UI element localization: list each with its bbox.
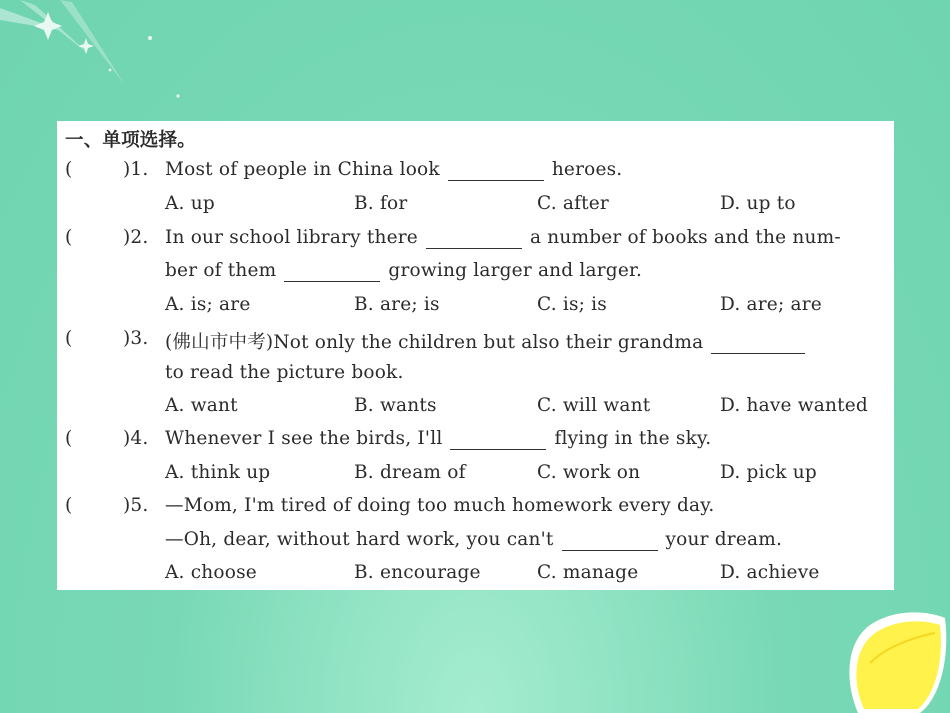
- question-3-paren: (: [65, 328, 73, 349]
- question-5-text-b: your dream.: [665, 529, 783, 550]
- question-3-number: )3.: [123, 328, 149, 349]
- question-2-paren: (: [65, 227, 73, 248]
- option-3-b: B. wants: [354, 395, 437, 416]
- option-5-b: B. encourage: [354, 562, 481, 583]
- option-3-d: D. have wanted: [720, 395, 868, 416]
- option-2-c: C. is; is: [537, 294, 607, 315]
- question-2-text-b: a number of books and the num-: [529, 227, 841, 248]
- question-3-stem-line1: [165, 328, 813, 354]
- option-4-a: A. think up: [165, 462, 271, 483]
- answer-blank: [711, 352, 805, 354]
- question-2-stem-line1: [165, 227, 841, 249]
- question-2-stem-line2: [165, 260, 642, 282]
- question-3-text-a: Not only the children but also their grandma: [273, 332, 704, 353]
- option-2-a: A. is; are: [165, 294, 251, 315]
- question-1-text-b: heroes.: [551, 159, 623, 180]
- question-1-stem: [165, 159, 622, 181]
- question-2-text-d: growing larger and larger.: [388, 260, 643, 281]
- option-4-c: C. work on: [537, 462, 641, 483]
- answer-blank: [562, 549, 658, 551]
- option-1-d: D. up to: [720, 193, 796, 214]
- section-title: 一、单项选择。: [65, 130, 196, 151]
- option-3-c: C. will want: [537, 395, 651, 416]
- question-5-stem-line2: [165, 529, 782, 551]
- question-3-stem-line2: to read the picture book.: [165, 362, 404, 383]
- answer-blank: [450, 448, 546, 450]
- question-4-stem: [165, 428, 711, 450]
- answer-blank: [284, 280, 380, 282]
- question-3-source: (佛山市中考): [165, 332, 274, 353]
- exercise-card: [57, 121, 894, 590]
- option-1-c: C. after: [537, 193, 609, 214]
- question-1-number: )1.: [123, 159, 149, 180]
- option-2-b: B. are; is: [354, 294, 440, 315]
- option-1-a: A. up: [165, 193, 215, 214]
- question-1-paren: (: [65, 159, 73, 180]
- answer-blank: [448, 179, 544, 181]
- option-5-a: A. choose: [165, 562, 257, 583]
- question-2-number: )2.: [123, 227, 149, 248]
- option-4-d: D. pick up: [720, 462, 817, 483]
- option-4-b: B. dream of: [354, 462, 466, 483]
- question-4-text-a: Whenever I see the birds, I'll: [165, 428, 443, 449]
- question-4-paren: (: [65, 428, 73, 449]
- question-5-text-a: —Oh, dear, without hard work, you can't: [165, 529, 554, 550]
- leaf-decoration: [840, 603, 950, 713]
- question-1-text-a: Most of people in China look: [165, 159, 440, 180]
- question-5-stem-line1: —Mom, I'm tired of doing too much homework every day.: [165, 495, 715, 516]
- question-5-paren: (: [65, 495, 73, 516]
- question-5-number: )5.: [123, 495, 149, 516]
- option-5-c: C. manage: [537, 562, 639, 583]
- option-5-d: D. achieve: [720, 562, 820, 583]
- option-2-d: D. are; are: [720, 294, 822, 315]
- question-4-text-b: flying in the sky.: [554, 428, 712, 449]
- question-4-number: )4.: [123, 428, 149, 449]
- sparkle-decoration: [0, 0, 200, 110]
- answer-blank: [426, 247, 522, 249]
- question-2-text-c: ber of them: [165, 260, 277, 281]
- option-1-b: B. for: [354, 193, 408, 214]
- question-2-text-a: In our school library there: [165, 227, 418, 248]
- option-3-a: A. want: [165, 395, 238, 416]
